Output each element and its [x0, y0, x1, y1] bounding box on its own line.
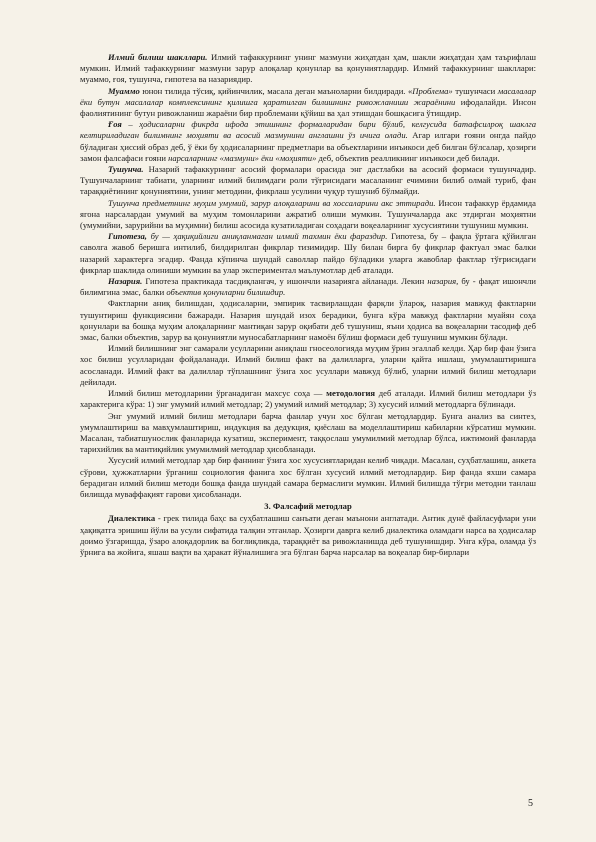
- text-run: масалалар ёки бутун масалалар комплексининг қилишга қаратилган билишнинг ривожланиши жараёнини: [80, 85, 536, 107]
- text-run: деб аталади. Илмий билиш методлари ўз характерига кўра: 1) энг умумий илмий методлар; 2) умумий илмий методлар; 3) хусусий илмий методларга бўлинади.: [80, 388, 536, 410]
- section-heading: 3. Фалсафий методлар: [264, 501, 352, 512]
- text-run: Хусусий илмий методлар ҳар бир фаннинг ўзига хос хусусиятларидан келиб чиқади. Масалан, суҳбатлашиш, анкета сўрови, ҳужжатларни ўрганиш социология фанига хос бўлган хусусий илмий методлардир. Бир фанда яхши самара берадиган илмий билиш методи бошқа фанда шундай самара бермаслиги мумкин. Илмий билишда тўғри методни танлаш билишда муваффақият гарови ҳисобланади.: [80, 455, 536, 499]
- text-run: Агар илгари ғояни онгда пайдо бўладиган ҳиссий образ деб, ў ёки бу ҳодисаларнинг предметлари ва объектларини инъикоси деб билган бўлсалар, ҳозирги замон фалсафаси ғояни: [80, 130, 536, 163]
- paragraph: [80, 411, 536, 456]
- text-run: Илмий билиш шакллари.: [108, 52, 208, 62]
- text-run: Тушунча предметнинг муҳим умумий, зарур алоқаларини ва хоссаларини акс эттиради.: [108, 197, 436, 208]
- text-run: тушунчаси: [452, 85, 498, 96]
- text-run: юнон тилида тўсиқ, қийинчилик, масала деган маъноларни билдиради. «: [139, 85, 413, 96]
- paragraph: [80, 276, 536, 298]
- text-run: Муаммо: [108, 85, 140, 96]
- text-run: ифодалайди. Инсон фаолиятининг бутун ривожланиш жараёни бир проблемани қўйиш ва ҳал этишдан бошқасига ўтишдир.: [80, 96, 536, 119]
- paragraph: [80, 513, 536, 558]
- text-run: Ғоя: [108, 119, 122, 130]
- text-run: Энг умумий илмий билиш методлари барча фанлар учун хос бўлган методлардир. Бунга анализ ва синтез, умумлаштириш ва мавҳумлаштириш, индукция ва дедукция, қиёслаш ва моделлаштириш кабиларни кўрсатиш мумкин. Масалан, табиатшунослик фанларида кузатиш, эксперимент, таққослаш умумилмий методлар бўлса, ижтимоий фанларда тарихийлик ва мантиқийлик умумилмий методлар ҳисобланади.: [80, 410, 536, 455]
- text-run: Илмий тафаккурнинг унинг мазмуни жиҳатдан ҳам, шакли жиҳатдан ҳам таърифлаш мумкин. Илмий тафаккурнинг мазмуни зарур алоқалар қонунлар ва қонуниятлардир. Илмий тафаккурнинг шакллари: муаммо, ғоя, тушунча, гипотеза ва назариядир.: [80, 52, 536, 85]
- page-number: 5: [528, 798, 533, 809]
- text-run: методология: [326, 388, 376, 399]
- paragraph: [80, 164, 536, 198]
- text-run: Илмий билиш методларини ўрганадиган махсус соҳа —: [108, 388, 327, 399]
- text-run: Гипотеза,: [108, 231, 147, 242]
- paragraph: [80, 198, 536, 232]
- paragraph: [80, 86, 536, 120]
- document-body: [80, 52, 536, 558]
- text-run: Фактларни аниқ билишдан, ҳодисаларни, эмпирик тасвирлашдан фарқли ўлароқ, назария мавжуд фактларни тушунтириш функциясини бажаради. Назария шундай изох берадики, бунга кўра мавжуд фактларни муайян соҳа қонунлари ва бошқа муҳим алоқаларнинг мантиқан зарур оқибати деб тушуниш, яъни ҳодиса ва воқеаларни тасодиф деб эмас, балки объектив, зарур ва қонуниятли муносабатларнинг намоён бўлиш формаси деб тушуниш мумкин бўлади.: [80, 298, 536, 343]
- text-run: - грек тилида баҳс ва суҳбатлашиш санъати деган маънони англатади. Антик дунё файласуфлари уни ҳақиқатга эришиш йўли ва усули сифатида талқин этганлар. Ҳозирги даврга келиб диалектика оламдаги нарса ва ҳодисалар доимо ўзгаришда, ўзаро алоқадорлик ва боғлиқликда, тараққиёт ва ривожланишда деб тушунишдир. Унга кўра, оламда ўз ўрнига ва жойига, яшаш вақти ва ҳаракат йўналишига эга бўлган барча нарсалар ва воқеалар бир-бирлари: [80, 513, 536, 557]
- text-run: нарсаларнинг «мазмуни» ёки «моҳияти»: [168, 152, 317, 163]
- text-run: назария,: [427, 276, 459, 287]
- text-run: – ҳодисаларни фикрда ифода этишнинг формаларидан бири бўлиб, келгусида батафсилроқ шаклга келтириладиган билимнинг моҳияти ва асосий мазмунини англашни ўз ичига олади.: [80, 119, 536, 141]
- text-run: Назария.: [108, 276, 143, 287]
- text-run: Проблема»: [412, 85, 453, 96]
- paragraph: [80, 343, 536, 388]
- paragraph: [80, 388, 536, 410]
- paragraph: [80, 119, 536, 164]
- text-run: Диалектика: [108, 513, 156, 524]
- text-run: Назарий тафаккурнинг асосий формалари орасида энг дастлабки ва асосий формаси тушунчадир. Тушунчаларнинг табиати, уларнинг илмий билимдаги роли тўғрисидаги масаланинг ечимини билиб олмай туриб, фан тараққиётининг қонуниятини, унинг методини, фикрлаш усулини чуқур тушуниб бўлмайди.: [80, 164, 536, 197]
- text-run: Илмий билишнинг энг самарали усулларини аниқлаш гносеологияда муҳим ўрин эгаллаб келди. Ҳар бир фан ўзига хос билиш усулларидан фойдаланади. Илмий билиш факт ва далилларга, уларни қайта ишлаш, умумлаштиришга асосланади. Илмий факт ва далиллар тўплашнинг ўзига хос усуллари мавжуд бўлиб, уларни илмий билиш методлари дейилади.: [80, 343, 536, 387]
- text-run: бу - фақат ишончли билимгина эмас, балки: [80, 276, 537, 298]
- text-run: Тушунча.: [108, 164, 144, 175]
- text-run: объектив қонунларни билишдир.: [166, 287, 286, 298]
- text-run: Гипотеза, бу – фақла ўртага қўйилган саволга жавоб беришга интилиб, билдирилган фикрлар тизимидир. Шу билан бирга бу фикрлар фактуал эмас балки назарий характерга эгадир. Фанда кўпинча шундай саволлар пайдо бўладики уларга жавоблар фактлар тўғрисидаги фикрлар шаклида олиниши мумкин ва улар экспериментал маълумотлар деб аталади.: [80, 231, 536, 275]
- paragraph: [80, 298, 536, 343]
- paragraph: [80, 231, 536, 276]
- text-run: Гипотеза практикада тасдиқлангач, у ишончли назарияга айланади. Лекин: [142, 276, 428, 287]
- text-run: Инсон тафаккур ёрдамида ягона нарсалардан умумий ва муҳим томонларини ажратиб олиши мумкин. Тушунчаларда акс этдирган моҳиятни (умумийни, зарурийни ва муҳимни) билиш асосида кузатиладиган соҳадаги воқеаларнинг хусусиятини тушуниш мумкин.: [80, 197, 536, 231]
- text-run: бу — ҳақиқийлиги аниқланмаган илмий тахмин ёки фараздир.: [146, 231, 388, 242]
- paragraph: [80, 455, 536, 500]
- text-run: деб, объектив реалликнинг инъикоси деб билади.: [316, 152, 500, 163]
- paragraph: [80, 52, 536, 86]
